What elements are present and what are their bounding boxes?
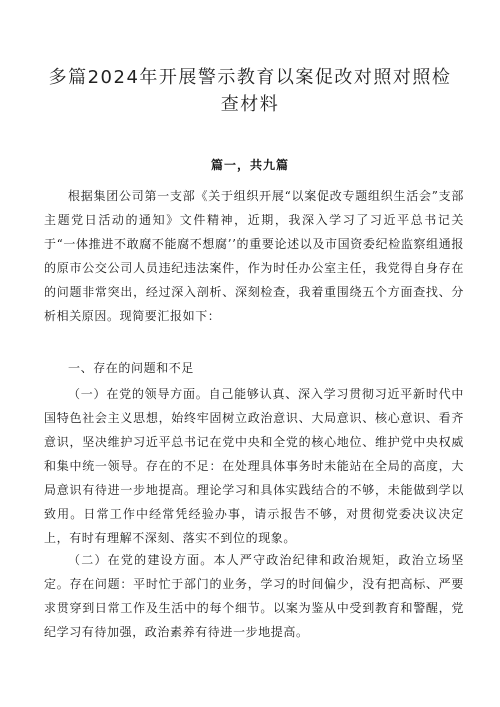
- paragraph-party-building: （二）在党的建设方面。本人严守政治纪律和政治规矩，政治立场坚定。存在问题：平时忙于部门的业务，学习的时间偏少，没有把高标、严要求贯穿到日常工作及生活中的每个细节。以案为鉴从中受到教育和警醒，党纪学习有待加强，政治素养有待进一步地提高。: [44, 553, 464, 639]
- paragraph-party-leadership: （一）在党的领导方面。自己能够认真、深入学习贯彻习近平新时代中国特色社会主义思想，始终牢固树立政治意识、大局意识、核心意识、看齐意识，坚决维护习近平总书记在党中央和全党的核心地位、维护党中央权威和集中统一领导。存在的不足：在处理具体事务时未能站在全局的高度，大局意识有待进一步地提高。理论学习和具体实践结合的不够，未能做到学以致用。日常工作中经常凭经验办事，请示报告不够，对贯彻党委决议决定上，有时有理解不深刻、落实不到位的现象。: [44, 387, 464, 545]
- intro-paragraph: 根据集团公司第一支部《关于组织开展“以案促改专题组织生活会”支部主题党日活动的通知》文件精神，近期，我深入学习了习近平总书记关于“一体推进不敢腐不能腐不想腐’’的重要论述以及市国资委纪检监察组通报的原市公交公司人员违纪违法案件，作为时任办公室主任，我党得自身存在的问题非常突出，经过深入剖析、深刻检查，我着重围绕五个方面查找、分析相关原因。现简要汇报如下：: [44, 189, 464, 323]
- heading-problems: 一、存在的问题和不足: [68, 361, 195, 375]
- section-heading: 篇一，共九篇: [210, 158, 289, 172]
- document-title: 多篇2024年开展警示教育以案促改对照对照检查材料: [48, 67, 452, 115]
